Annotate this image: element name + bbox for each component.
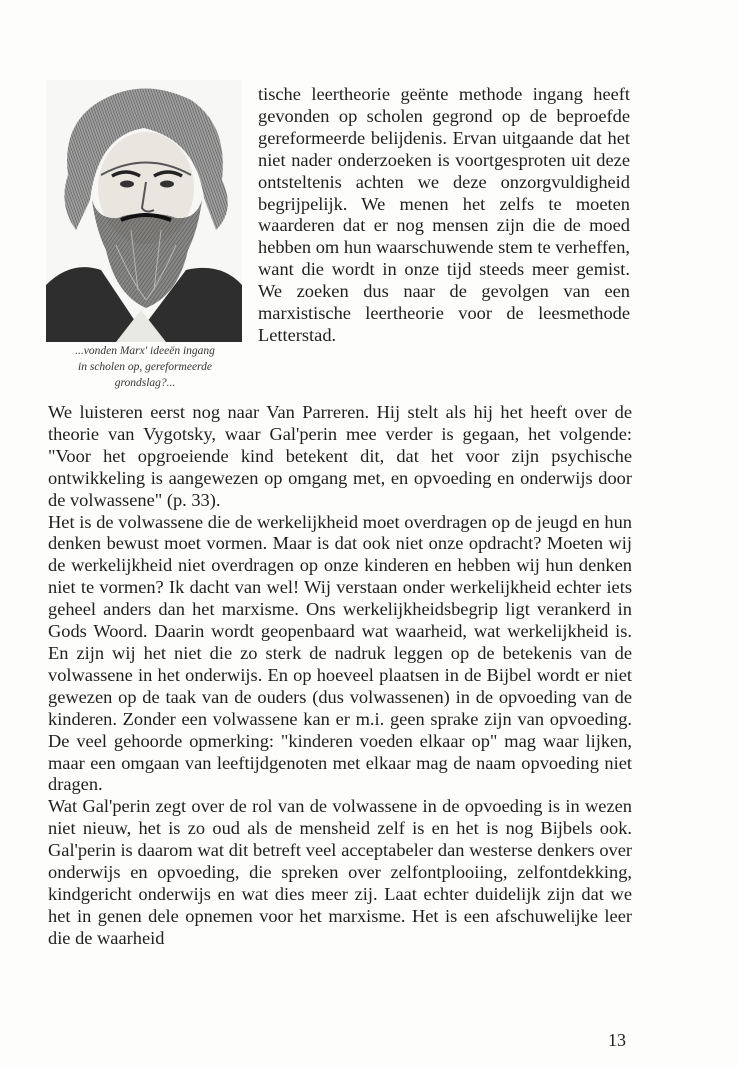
paragraph: We luisteren eerst nog naar Van Parreren. Hij stelt als hij het heeft over de theorie van Vygotsky, waar Gal'perin mee verder is gegaan, het volgende: "Voor het opgroeiende kind betekent dit, dat het voor zijn psychische ontwikkeling is aangewezen op omgang met, en opvoeding en onderwijs door de volwassene" (p. 33).: [48, 402, 632, 510]
column-paragraph: tische leertheorie geënte methode ingang heeft gevonden op scholen gegrond op de beproefde gereformeerde belijdenis. Ervan uitgaande dat het niet nader onderzoeken is voortgesproten uit deze ontsteltenis achten we deze onzorgvuldigheid begrijpelijk. We menen het zelfs te moeten waarderen dat er nog mensen zijn die de moed hebben om hun waarschuwende stem te verheffen, want die wordt in onze tijd steeds meer gemist. We zoeken dus naar de gevolgen van een marxistische leertheorie voor de leesmethode Letterstad.: [258, 84, 630, 345]
figure-caption: [40, 343, 250, 391]
caption-line: grondslag?...: [114, 377, 176, 389]
karl-marx-portrait-image: [46, 80, 242, 342]
page-number: 13: [608, 1030, 626, 1050]
body-text: [48, 402, 632, 950]
paragraph: Wat Gal'perin zegt over de rol van de volwassene in de opvoeding is in wezen niet nieuw, het is zo oud als de mensheid zelf is en het is nog Bijbels ook. Gal'perin is daarom wat dit betreft veel acceptabeler dan westerse denkers over onderwijs en opvoeding, die spreken over zelfontplooiing, zelfontdekking, kindgericht onderwijs en wat dies meer zij. Laat echter duidelijk zijn dat we het in genen dele opnemen voor het marxisme. Het is een afschuwelijke leer die de waarheid: [48, 796, 632, 948]
caption-line: in scholen op, gereformeerde: [78, 361, 212, 373]
caption-line: ...vonden Marx' ideeën ingang: [75, 345, 215, 357]
paragraph: Het is de volwassene die de werkelijkheid moet overdragen op de jeugd en hun denken bewust moet vormen. Maar is dat ook niet onze opdracht? Moeten wij de werkelijkheid niet overdragen op onze kinderen en hebben wij hun denken niet te vormen? Ik dacht van wel! Wij verstaan onder werkelijkheid echter iets geheel anders dan het marxisme. Ons werkelijkheidsbegrip ligt verankerd in Gods Woord. Daarin wordt geopenbaard wat waarheid, wat werkelijkheid is. En zijn wij het niet die zo sterk de nadruk leggen op de betekenis van de volwassene in het onderwijs. En op hoeveel plaatsen in de Bijbel wordt er niet gewezen op de taak van de ouders (dus volwassenen) in de opvoeding van de kinderen. Zonder een volwassene kan er m.i. geen sprake zijn van opvoeding. De veel gehoorde opmerking: "kinderen voeden elkaar op" mag waar lijken, maar een omgaan van leeftijdgenoten met elkaar mag de naam opvoeding niet dragen.: [48, 511, 632, 795]
